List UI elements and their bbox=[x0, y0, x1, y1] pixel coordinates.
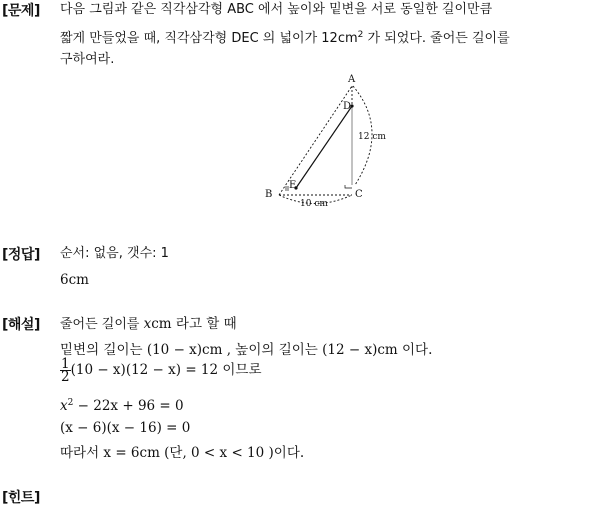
problem-line-2: 짧게 만들었을 때, 직각삼각형 DEC 의 넓이가 $12cm^2$ 가 되었다. 줄어든 길이를 bbox=[60, 30, 510, 46]
solution-line-3: $\frac{1}{2}$ (10 − x)(12 − x) = 12 이므로 bbox=[61, 356, 262, 385]
solution-line-1: 줄어든 길이를 xcm 라고 할 때 bbox=[60, 316, 237, 332]
edge-ab bbox=[279, 86, 352, 195]
base-label: 10 cm bbox=[300, 199, 328, 209]
height-label: 12 cm bbox=[358, 132, 386, 142]
label-b: B bbox=[265, 189, 273, 200]
fraction-half: $\frac{1}{2}$ bbox=[61, 356, 70, 385]
label-d: D bbox=[343, 101, 352, 112]
problem-line-1: 다음 그림과 같은 직각삼각형 ABC 에서 높이와 밑변을 서로 동일한 길이만큼 bbox=[60, 2, 493, 17]
answer-line-1: 순서: 없음, 갯수: 1 bbox=[60, 246, 169, 261]
answer-label: [정답] bbox=[2, 247, 40, 263]
right-angle-mark bbox=[345, 185, 352, 188]
solution-label: [해설] bbox=[2, 317, 40, 333]
hint-label: [힌트] bbox=[2, 490, 40, 506]
solution-line-6: 따라서 x = 6cm (단, 0 < x < 10 )이다. bbox=[60, 445, 305, 461]
problem-line-3: 구하여라. bbox=[60, 52, 115, 67]
triangle-figure bbox=[0, 0, 592, 215]
edge-de bbox=[296, 106, 352, 188]
label-a: A bbox=[348, 74, 356, 85]
solution-line-5: (x − 6)(x − 16) = 0 bbox=[60, 420, 191, 436]
label-c: C bbox=[355, 189, 363, 200]
solution-line-4: $x^2 - 22x + 96 = 0$ bbox=[60, 398, 184, 414]
problem-label: [문제] bbox=[2, 3, 40, 19]
solution-line-2: 밑변의 길이는 (10 − x)cm , 높이의 길이는 (12 − x)cm 이다. bbox=[60, 342, 433, 358]
answer-line-2: 6cm bbox=[60, 272, 89, 288]
label-e: E bbox=[289, 180, 297, 191]
